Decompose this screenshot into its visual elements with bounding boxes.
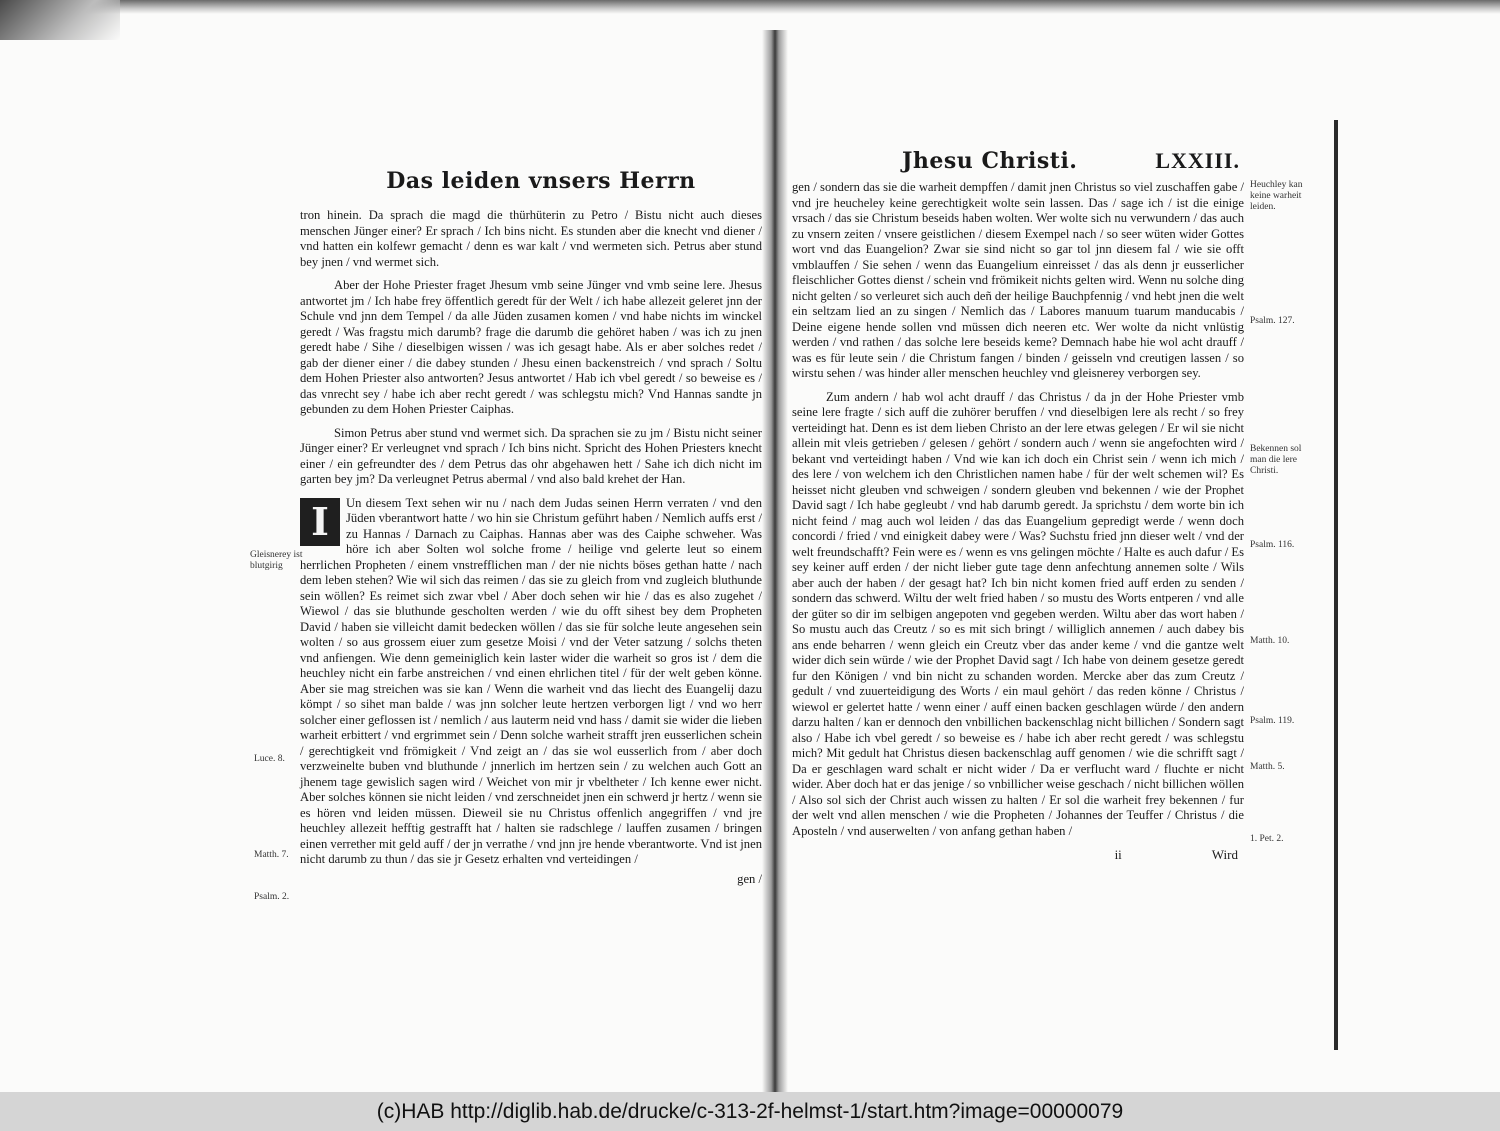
right-page-footer (792, 847, 1244, 863)
left-page (300, 168, 762, 887)
left-running-head: Das leiden vnsers Herrn (386, 168, 696, 194)
folio-number: LXXIII. (1155, 148, 1240, 173)
right-page-catchword: Wird (1211, 847, 1238, 862)
right-gloss-8: 1. Pet. 2. (1250, 834, 1284, 844)
right-paragraph-1: gen / sondern das sie die warheit dempffen / damit jnen Christus so viel zuschaffen gabe / vnd jre heucheley keine gerechtigkeit wolte sein lassen. Das / sage ich / ist die einige vrsach / das sie Christum beseids haben wolten. Wer wolte sich nu verwundern / das auch zu vnsern zeiten / vnsere geistlichen / diesem Exempel nach / so seer wüten wider Gottes wort vnd das Euangelion? Zwar sie sind nicht so gar tol jnn diesem fal / wie sie offt vmblauffen / Sie sehen / wenn das Euangelium einreisset / das als denn jr eusserlicher fleischlicher Gottes dienst / schein vnd frömikeit nichts gelten wird. Wenn nu solche ding nicht gelten / so verleuret sich auch deñ der heilige Bauchpfennig / vnd hebt jnen die welt ein seltzam lied an zu singen / Nemlich das / Labores manuum tuarum manducabis / Deine eigene hende sollen vnd müssen dich neeren etc. Wer wolte da nicht vnlüstig werden / vnd rathen / das solche lere beseids keme? Demnach habe hie wol acht drauff / was es für leute sein / die Christum fangen / binden / geisseln vnd creutigen lassen / so wirstu sehen / was hinder aller menschen heuchley vnd gleisnerey verborgen sey. (792, 180, 1244, 380)
signature-mark: ii (1114, 847, 1122, 862)
right-gloss-7: Matth. 5. (1250, 762, 1285, 772)
right-gloss-5: Matth. 10. (1250, 636, 1290, 646)
left-gloss-1: Gleisnerey ist blutgirig (250, 550, 303, 571)
copyright-footer-bar (0, 1092, 1500, 1131)
page-corner-shadow (0, 0, 120, 40)
copyright-url-text: (c)HAB http://diglib.hab.de/drucke/c-313-2f-helmst-1/start.htm?image=00000079 (376, 1099, 1124, 1123)
left-gloss-2: Luce. 8. (254, 754, 285, 764)
right-running-head: Jhesu Christi. (902, 148, 1078, 174)
left-paragraph-1: tron hinein. Da sprach die magd die thürhüterin zu Petro / Bistu nicht auch dieses menschen Jünger einer? Er sprach / Ich bins nicht. Es stunden aber die knecht vnd diener / vnd hatten ein kolfewr gemacht / denn es war kalt / vnd wermeten sich. Petrus aber stund bey jnen / vnd wermet sich. (300, 208, 762, 269)
right-header-row (792, 148, 1244, 174)
right-gloss-3: Bekennen sol man die lere Christi. (1250, 444, 1302, 476)
book-spine-gutter (762, 30, 788, 1092)
left-paragraph-3: Simon Petrus aber stund vnd wermet sich. Da sprachen sie zu jm / Bistu nicht seiner Jünger einer? Er verleugnet vnd sprach / Ich bins nicht. Spricht des Hohen Priesters knecht einer / ein gefreundter des / dem Petrus das ohr abgehawen hett / Sahe ich dich nicht im garten bey jm? Da verleugnet Petrus abermal / vnd also bald krehet der Han. (300, 425, 762, 486)
page-right-edge (1334, 120, 1338, 1050)
left-paragraph-4: Un diesem Text sehen wir nu / nach dem Judas seinen Herrn verraten / vnd den Jüden vberantwort hatte / wo hin sie Christum geführt haben / Nemlich auffs erst / zu Hannas / Darnach zu Caiphas. Hannas aber was des Caiphe schweher. Was höre ich aber Solten wol solche frome / heilige vnd gelerte leut so einem herrlichen Propheten / einem vnstrefflichen man / der nie nichts böses gethan hatte / nach dem leben stehen? Wie wil sich das reimen / das sie zu gleich from vnd zugleich bluthunde sein wöllen? Es reimet sich zwar vbel / Aber doch sehen wir hie / das es also zugehet / Wiewol / das sie bluthunde gescholten werden / wie du offt sihest bey dem Propheten David / haben sie villeicht damit bedecken wöllen / das sie für solche leute angesehen sein wolten / so aus grossem eiuer zum gesetze Moisi / vnd der Veter satzung / solchs theten vnd anfiengen. Wie denn gemeiniglich kein laster wider die warheit so gros ist / dem die heuchley nicht ein farbe anstreichen / vnd einen ehrlichen titel / für der welt geben könne. Aber sie mag streichen was sie kan / Wenn die warheit vnd das liecht des Euangelij dazu kömpt / so sihet man balde / was jnn solcher leute hertzen verborgen ligt / vnd wo herr solcher einer geflossen ist / nemlich / aus lauterm neid vnd hass / damit sie wider die lieben warheit erbittert / vnd ergrimmet sein / Denn solche warheit strafft jren eusserlichen schein / gerechtigkeit vnd frömigkeit / Vnd zeigt an / das sie wol eusserlich from / aber doch verzweinelte buben vnd bluthunde / jnnerlich im hertzen sein / zu welchen auch Gott an jhenem tage gewislich sagen wird / Weichet von mir jr vbeltheter / Ich kenne ewer nicht. Aber solches können sie nicht leiden / vnd zerschneidet jnen ein schwerd jr hertz / wenn sie es hören vnd leiden müssen. Dieweil sie nu Christus offenlich angegriffen / vnd jre heuchley allezeit hefftig gestrafft hat / halten sie radschlege / lauffen zusamen / bringen einen verrether mit geld auff / der jn verrathe / vnd jnn jre hende vberantworte. Vnd ist jnen nicht darumb zu thun / das sie jr Gesetz erhalten vnd verteidingen / (300, 495, 762, 866)
left-paragraph-2: Aber der Hohe Priester fraget Jhesum vmb seine Jünger vnd vmb seine lere. Jhesus antwortet jm / Ich habe frey öffentlich geredt für der Welt / ich habe allezeit geleret jnn der Schule vnd jnn dem Tempel / da alle Jüden zusamen komen / vnd habe nichts im winckel geredt / Was fragstu mich darumb? frage die darumb die gehöret haben / was ich zu jnen geredt habe / Sihe / dieselbigen wissen / was ich gesagt habe. Als er aber solches redet / gab der diener einer / die dabey stunden / Jhesu einen backenstreich / vnd sprach / Soltu dem Hohen Priester also antworten? Jesus antwortet / Hab ich vbel geredt / so beweise es / das vnrecht sey / habe ich aber recht geredt / was schlegstu mich? Vnd Hannas sandte jn gebunden zu dem Hohen Priester Caiphas. (300, 278, 762, 416)
right-gloss-1: Heuchley kan keine warheit leiden. (1250, 180, 1303, 212)
decorated-initial-i: I (300, 498, 340, 546)
left-commentary-block (300, 496, 762, 868)
right-gloss-4: Psalm. 116. (1250, 540, 1295, 550)
right-page (792, 148, 1244, 863)
right-gloss-6: Psalm. 119. (1250, 716, 1295, 726)
left-page-catchword: gen / (737, 871, 762, 886)
right-gloss-2: Psalm. 127. (1250, 316, 1295, 326)
left-gloss-3: Matth. 7. (254, 850, 289, 860)
right-paragraph-2: Zum andern / hab wol acht drauff / das Christus / da jn der Hohe Priester vmb seine lere fragte / sich auff die zuhörer beruffen / vnd dieselbigen lere als recht / so frey verteidingt hat. Denn es ist dem lieben Christo an der lere etwas gelegen / Er wil sie nicht allein mit vleis getrieben / gelesen / gehört / sondern auch / wenn sie angefochten wird / bekant vnd verteidingt haben / Vnd wie kan ich doch ein Christ sein / wenn ich mich / des lere / von welchem ich den Christlichen namen habe / für der welt schemen wil? Es heisset nicht gleuben vnd schweigen / sondern gleuben vnd bekennen / wie der Prophet David sagt / Ich habe gegleubt / vnd hab darumb geredt. Ja sprichstu / dem worte bin ich nicht feind / mag auch wol leiden / das das Euangelium gepredigt werde / wenn doch concordi / fried / vnd einigkeit dabey were / Was? Suchstu fried jnn dieser welt / vnd der welt freundschafft? Fein were es / wenn es vns gelingen möchte / Halte es auch dafur / Es sey keiner auff erden / der nicht lieber gute tage denn anfechtung annemen solte / Wils aber auch der haben / der gesagt hat? Ich bin nicht komen fried auff erden zu senden / sondern das schwerd. Wiltu der welt fried haben / so mustu des Worts entperen / vnd alle der güter so dir im selbigen angepoten vnd gegeben werden. Wiltu aber das wort haben / So mustu auch das Creutz / so es mit sich bringt / williglich annemen / auch dabey bis ans ende beharren / wenn gleich ein Creutz vber das ander keme / vnd die gantze welt wider dich sein würde / wie der Prophet David sagt / Ich habe von deinem gesetze geredt fur den Königen / vnd bin nicht zu schanden worden. Mercke aber das zum Creutz / gedult / vnd zuuerteidigung des Worts / ein maul gehört / das reden könne / Christus / wiewol er gelertet hatte / wenn einer / auff einen backen geschlagen würde / den andern darzu halten / kan er dennoch den vnbillichen backenschlag nicht billichen / Sondern sagt also / Habe ich vbel geredt / so beweise es / habe ich aber recht geredt / was schlegstu mich? Mit gedult hat Christus diesen backenschlag auff genomen / wie die schrifft sagt / Da er geschlagen ward schalt er nicht wider / Da er verflucht ward / fluchte er nicht wider. Aber doch hat er das jenige / so vnbillicher weise geschach / nicht billichen wöllen / Also sol sich der Christ auch wissen zu halten / Er sol die warheit frey bekennen / fur der welt vnd allen menschen / wie die Propheten / Johannes der Teuffer / Christus / die Aposteln / vnd auserwelten / von anfang gethan haben / (792, 389, 1244, 838)
page-top-edge-shadow (0, 0, 1500, 14)
left-gloss-4: Psalm. 2. (254, 892, 290, 902)
